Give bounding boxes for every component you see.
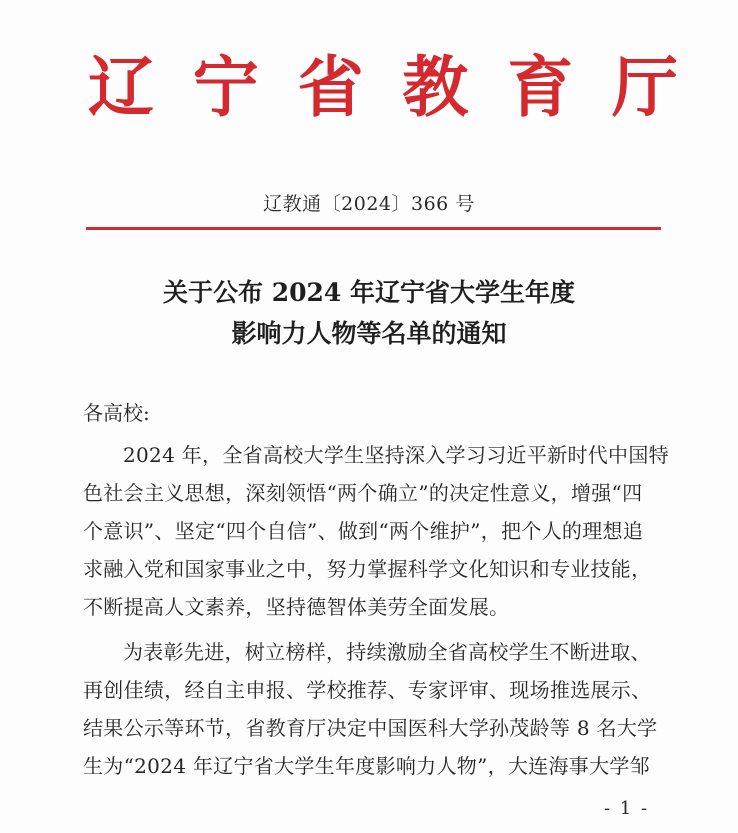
- masthead-char: 育: [507, 48, 574, 126]
- document-title-line-1: 关于公布 2024 年辽宁省大学生年度: [163, 278, 575, 307]
- paragraph-line: 再创佳绩，经自主申报、学校推荐、专家评审、现场推选展示、: [83, 678, 652, 702]
- paragraph-line: 求融入党和国家事业之中，努力掌握科学文化知识和专业技能，: [83, 557, 652, 581]
- body-paragraph-1: [83, 436, 669, 626]
- masthead-char: 教: [402, 48, 469, 126]
- paragraph-line: 为表彰先进，树立榜样，持续激励全省高校学生不断进取、: [123, 640, 651, 664]
- paragraph-line: 2024 年，全省高校大学生坚持深入学习习近平新时代中国特: [123, 443, 669, 467]
- paragraph-line: 结果公示等环节，省教育厅决定中国医科大学孙茂龄等 8 名大学: [83, 716, 658, 740]
- body-paragraph-2: [83, 633, 663, 785]
- masthead-char: 厅: [611, 48, 678, 126]
- paragraph-line: 个意识”、坚定“四个自信”、做到“两个维护”，把个人的理想追: [83, 519, 644, 543]
- document-title-line-2: 影响力人物等名单的通知: [231, 319, 507, 348]
- agency-masthead: [88, 42, 678, 132]
- red-divider-line: [86, 227, 661, 230]
- document-number: 辽教通〔2024〕366 号: [263, 193, 475, 215]
- masthead-char: 宁: [192, 48, 259, 126]
- masthead-char: 省: [297, 48, 364, 126]
- paragraph-line: 不断提高人文素养，坚持德智体美劳全面发展。: [83, 595, 510, 619]
- paragraph-line: 生为“2024 年辽宁省大学生年度影响力人物”，大连海事大学邹: [83, 754, 651, 778]
- masthead-char: 辽: [88, 48, 154, 126]
- salutation: 各高校:: [83, 401, 150, 425]
- paragraph-line: 色社会主义思想，深刻领悟“两个确立”的决定性意义，增强“四: [83, 481, 643, 505]
- page-number: - 1 -: [604, 798, 650, 819]
